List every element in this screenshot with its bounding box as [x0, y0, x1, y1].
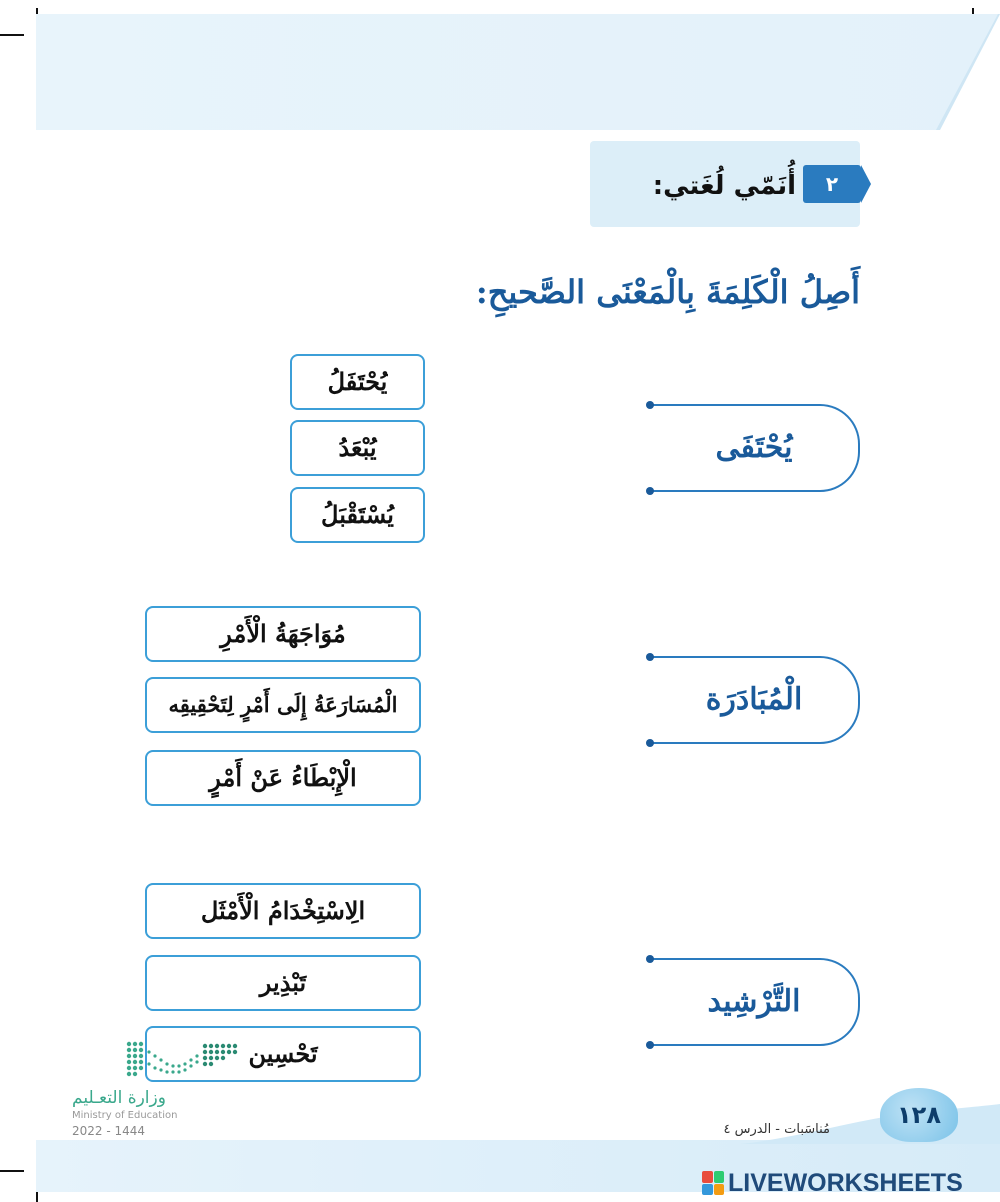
option-1-2[interactable]: يُبْعَدُ: [290, 420, 425, 476]
ministry-label: [72, 1088, 202, 1148]
option-1-1[interactable]: يُحْتَفَلُ: [290, 354, 425, 410]
ministry-name-en: Ministry of Education: [72, 1110, 178, 1121]
option-3-2[interactable]: تَبْذِير: [145, 955, 421, 1011]
liveworksheets-brand[interactable]: [702, 1166, 992, 1200]
option-2-3[interactable]: الْإِبْطَاءُ عَنْ أَمْرٍ: [145, 750, 421, 806]
ministry-name-ar: وزارة التعـليم: [72, 1088, 166, 1108]
header-band-corner: [910, 14, 1000, 130]
page-number: ١٢٨: [880, 1088, 958, 1142]
option-2-1[interactable]: مُوَاجَهَةُ الْأَمْرِ: [145, 606, 421, 662]
brand-text: LIVEWORKSHEETS: [728, 1168, 963, 1197]
section-number-badge: ٢: [803, 165, 861, 203]
target-word-3[interactable]: التَّرْشِيد: [650, 958, 860, 1046]
instruction-text: أَصِلُ الْكَلِمَةَ بِالْمَعْنَى الصَّحيحِ:: [475, 273, 860, 311]
option-2-2[interactable]: الْمُسَارَعَةُ إِلَى أَمْرٍ لِتَحْقِيقِه: [145, 677, 421, 733]
liveworksheets-logo-icon: [702, 1171, 724, 1195]
target-word-2[interactable]: الْمُبَادَرَة: [650, 656, 860, 744]
section-title: أُنَمّي لُغَتي:: [652, 171, 796, 201]
lesson-label: مُناسَبات - الدرس ٤: [723, 1122, 830, 1137]
option-1-3[interactable]: يُسْتَقْبَلُ: [290, 487, 425, 543]
ministry-year: 2022 - 1444: [72, 1124, 146, 1138]
ministry-logo-icon: [125, 1038, 240, 1084]
option-3-3[interactable]: تَحْسِين: [145, 1026, 421, 1082]
target-word-1[interactable]: يُحْتَفَى: [650, 404, 860, 492]
crop-mark: [0, 34, 24, 36]
crop-mark: [0, 1170, 24, 1172]
option-3-1[interactable]: الِاسْتِخْدَامُ الْأَمْثَل: [145, 883, 421, 939]
header-band: [36, 14, 1000, 130]
